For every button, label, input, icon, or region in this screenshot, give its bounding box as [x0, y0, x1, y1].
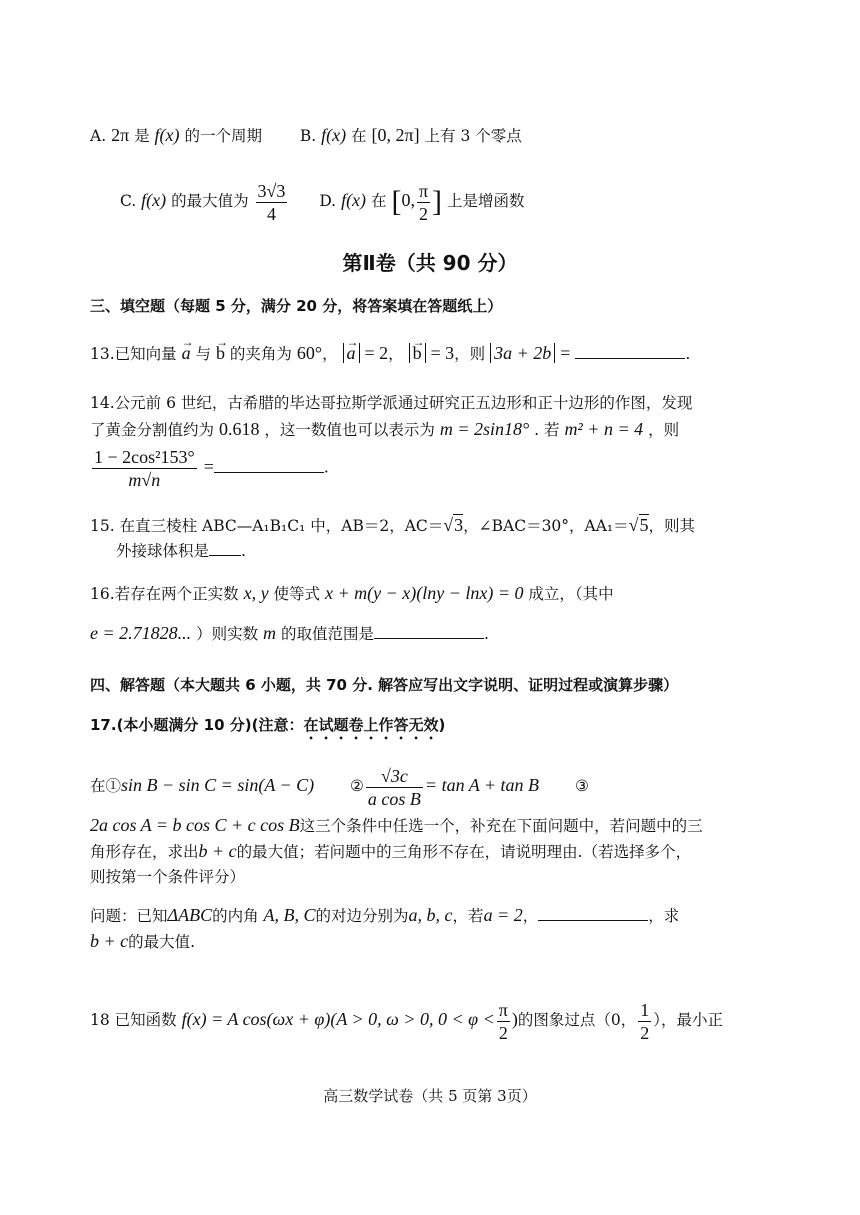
q13-vector-a: → a — [182, 343, 191, 363]
q18-pt-num: 1 — [640, 999, 650, 1020]
q14-frac-den: m√n — [128, 470, 161, 490]
q13-comma-2: ， — [388, 345, 404, 363]
q13-mid1: 与 — [195, 345, 212, 363]
section4-title: 四、解答题（本大题共 6 小题，共 70 分. 解答应写出文字说明、证明过程或演算步骤） — [90, 676, 679, 694]
q15-sqrt3-value: 3 — [454, 515, 464, 535]
q16-line2 — [90, 622, 489, 645]
option-a-label: A. — [90, 127, 107, 145]
q13-abs-a-value: → a — [347, 343, 356, 363]
q13-abs-a — [343, 343, 360, 363]
q16-xy: x, y — [243, 583, 269, 603]
q16-line1c: 成立，（其中 — [528, 585, 614, 603]
q17-bc: b + c — [198, 841, 237, 861]
q14-value: 0.618 — [218, 419, 260, 439]
option-d-bracket-right: ] — [432, 185, 443, 218]
option-b-fx: f(x) — [321, 125, 347, 145]
q17-c2-mark: ② — [350, 777, 364, 795]
option-d-bracket-left: [ — [391, 185, 402, 218]
q13-prefix: 13.已知向量 — [90, 345, 177, 363]
options-cd-line — [120, 178, 524, 225]
q17-angles: A, B, C — [263, 905, 316, 925]
q17-c3-mark: ③ — [574, 777, 589, 795]
q14-line1: 14.公元前 6 世纪，古希腊的毕达哥拉斯学派通过研究正五边形和正十边形的作图，发现 — [90, 394, 693, 412]
q18-prefix: 18 已知函数 — [90, 1011, 177, 1029]
q17-c2-num: √3c — [366, 765, 423, 788]
q16-line2c: 的取值范围是 — [280, 625, 374, 643]
q14-eq-m: m = 2sin18° — [439, 419, 530, 439]
q17-prob2: 的最大值. — [128, 933, 196, 951]
q18-end: ），最小正 — [653, 1011, 723, 1029]
q17-condition-3: 2a cos A = b cos C + c cos B — [90, 815, 300, 835]
q17-condition-blank[interactable] — [538, 906, 648, 921]
q13-vector-b: → b — [216, 343, 225, 363]
q17-body2b: 的最大值；若问题中的三角形不存在，请说明理由.（若选择多个， — [236, 843, 692, 861]
q17-a-eq-2: a = 2 — [483, 905, 523, 925]
q18-pi-frac — [497, 999, 510, 1044]
q17-body1: 这三个条件中任选一个，补充在下面问题中，若问题中的三 — [299, 817, 703, 835]
q16-end: . — [483, 625, 489, 643]
q14-end: . — [323, 458, 329, 477]
option-d-label: D. — [319, 192, 337, 210]
q18-expression: f(x) = A cos(ωx + φ)(A > 0, ω > 0, 0 < φ < — [181, 1009, 495, 1029]
option-c-frac-den: 4 — [266, 203, 276, 224]
option-c-fraction — [256, 180, 288, 225]
section3-title: 三、填空题（每题 5 分，满分 20 分，将答案填在答题纸上） — [90, 297, 503, 315]
q14-line2a: 了黄金分割值约为 — [90, 421, 215, 439]
q18-mid: 的图象过点（0， — [517, 1011, 637, 1029]
q16-line1b: 使等式 — [273, 585, 321, 603]
q17-c2-den: a cos B — [367, 788, 421, 809]
q16-m: m — [263, 623, 277, 643]
option-d-frac-num: π — [418, 180, 429, 201]
q17-prob1d: ，若 — [452, 907, 484, 925]
q16-e-value: e = 2.71828... — [90, 623, 192, 643]
q17-sides: a, b, c — [408, 905, 453, 925]
q15-end: . — [241, 542, 246, 560]
q13-end: . — [685, 345, 691, 363]
part2-title: 第Ⅱ卷（共 90 分） — [342, 251, 518, 275]
q15-answer-blank[interactable] — [209, 541, 241, 556]
option-a-pi: 2π — [111, 125, 130, 145]
q17-conditions — [90, 762, 589, 810]
q17-prob1f: ，求 — [648, 907, 680, 925]
q14-eq-n: m² + n = 4 — [564, 419, 644, 439]
q14-eq: = — [203, 456, 214, 477]
q14-line2b: ，这一数值也可以表示为 — [264, 421, 435, 439]
q15-line1b: ，∠BAC＝30°，AA₁＝ — [463, 517, 629, 535]
q14-frac-num: 1 − 2cos²153° — [94, 447, 195, 467]
q18-point-frac — [638, 999, 651, 1044]
q17-head-end: ) — [438, 716, 446, 734]
q13-eq2: = 2 — [364, 343, 389, 363]
q17-body-line2 — [90, 840, 691, 863]
q15-line1c: ，则其 — [648, 517, 696, 535]
q14-answer-blank[interactable] — [214, 458, 324, 473]
option-b-label: B. — [299, 127, 317, 145]
q13-then: ，则 — [454, 345, 486, 363]
option-d-text2: 上是增函数 — [446, 192, 525, 210]
q17-head-text: 17.(本小题满分 10 分)(注意： — [90, 716, 304, 734]
q16-line1a: 16.若存在两个正实数 — [90, 585, 239, 603]
q17-problem-line1 — [90, 904, 679, 927]
option-a-text2: 的一个周期 — [184, 127, 262, 145]
q17-body-line3: 则按第一个条件评分） — [90, 868, 246, 886]
q15-sqrt5: √5 — [628, 515, 649, 535]
q17-bc-2: b + c — [90, 931, 129, 951]
option-d-frac-den: 2 — [418, 203, 428, 224]
q16-answer-blank[interactable] — [374, 624, 484, 639]
option-a-fx: f(x) — [154, 125, 180, 145]
q14-line2c: . 若 — [534, 421, 560, 439]
q17-condition-2-rhs: = tan A + tan B — [424, 775, 540, 795]
q14-fraction — [92, 446, 197, 491]
option-d-fraction — [417, 180, 430, 225]
q15-sqrt3: √3 — [443, 515, 464, 535]
option-b-interval: [0, 2π] — [371, 125, 420, 145]
option-c-text1: 的最大值为 — [171, 192, 249, 210]
q15-line2: 外接球体积是 — [116, 542, 210, 560]
q18-pi-den: 2 — [498, 1022, 508, 1043]
q15-line2 — [116, 540, 246, 562]
q13-mid2: 的夹角为 — [229, 345, 292, 363]
q13-eq: = — [560, 343, 571, 363]
q17-problem-line2 — [90, 930, 195, 953]
q15-line1 — [90, 514, 695, 537]
question-13 — [90, 342, 690, 365]
q17-body2a: 角形存在，求出 — [90, 843, 199, 861]
q17-condition-2-frac — [366, 765, 423, 810]
q17-triangle: ΔABC — [167, 905, 213, 925]
q17-prob1a: 问题：已知 — [90, 907, 168, 925]
q17-dotted-note: 在试题卷上作答无效 — [303, 716, 439, 734]
option-c-frac-num: 3√3 — [257, 180, 286, 201]
q17-c-prefix: 在① — [90, 777, 122, 795]
q14-line2 — [90, 418, 679, 441]
page-footer: 高三数学试卷（共 5 页第 3页） — [323, 1087, 537, 1105]
option-b-text2: 上有 3 个零点 — [424, 127, 522, 145]
q13-comma: ， — [322, 345, 338, 363]
q17-prob1e: ， — [522, 907, 539, 925]
option-c-label: C. — [120, 192, 137, 210]
option-a-text1: 是 — [134, 127, 150, 145]
q13-expr: 3a + 2b — [490, 343, 555, 363]
q15-sqrt5-value: 5 — [639, 515, 649, 535]
q16-line1 — [90, 582, 614, 605]
q13-abs-b-value: → b — [413, 343, 422, 363]
q16-line2b: ）则实数 — [196, 625, 259, 643]
option-d-fx: f(x) — [341, 190, 367, 210]
q15-line1a: 15. 在直三棱柱 ABC—A₁B₁C₁ 中，AB＝2，AC＝ — [90, 517, 444, 535]
question-18 — [90, 996, 723, 1044]
q18-pi-num: π — [498, 999, 508, 1020]
q13-answer-blank[interactable] — [575, 344, 685, 359]
q13-angle: 60° — [296, 343, 323, 363]
options-ab-line — [90, 124, 522, 147]
q14-line2d: ，则 — [648, 421, 680, 439]
option-b-text1: 在 — [351, 127, 367, 145]
q13-eq3: = 3 — [430, 343, 455, 363]
option-d-interval-start: 0, — [401, 190, 415, 210]
q14-line3 — [90, 446, 329, 491]
option-c-fx: f(x) — [141, 190, 167, 210]
q17-condition-1: sin B − sin C = sin(A − C) — [121, 775, 315, 795]
q17-prob1b: 的内角 — [212, 907, 259, 925]
option-b-interval-value: 0, 2π — [377, 125, 414, 145]
q16-equation: x + m(y − x)(lny − lnx) = 0 — [324, 583, 524, 603]
q17-prob1c: 的对边分别为 — [315, 907, 409, 925]
q18-pt-den: 2 — [640, 1022, 650, 1043]
q17-head — [90, 714, 445, 743]
option-d-text1: 在 — [370, 192, 387, 210]
q18-close: ) — [511, 1009, 518, 1029]
q17-body-line1 — [90, 814, 703, 837]
q13-abs-b — [409, 343, 426, 363]
